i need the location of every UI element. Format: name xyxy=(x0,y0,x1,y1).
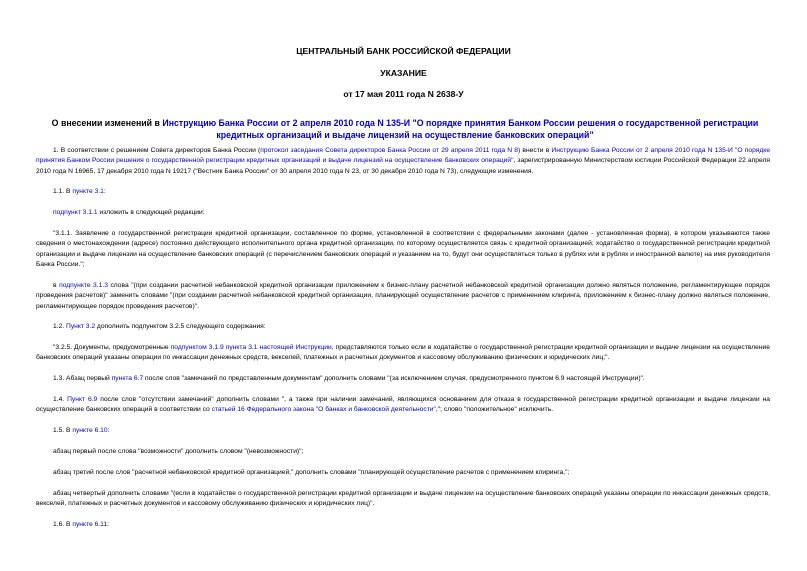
p8-text-b: после слов "замечаний по представленным документам" дополнить словами "(за исключением случая, предусмотренного пунктом 6.9 настоящей Инструкции)". xyxy=(143,375,645,382)
paragraph-3-1-1-text: "3.1.1. Заявление о государственной регистрации кредитной организации, составленное по форме, установленной в соответствии с федеральными законами (далее - установленная форма), в котором указываются также сведения о местонахождении (адресе) постоянно действующего исполнительного органа кредитной организации, по которому осуществляется связь с кредитной организацией; ходатайство о государственной регистрации кредитной организации и выдаче лицензии на осуществление банковских операций (с перечислением банковских операций и указанием на то, будут они осуществляться только в рублях или в рублях и иностранной валюте) на имя руководителя Банка России."; xyxy=(36,230,770,269)
p10-text-a: 1.5. В xyxy=(53,427,73,434)
header-org: ЦЕНТРАЛЬНЫЙ БАНК РОССИЙСКОЙ ФЕДЕРАЦИИ xyxy=(296,46,511,56)
subpoint-3-1-1-link[interactable]: подпункт 3.1.1 xyxy=(53,209,98,216)
p9-text-a: 1.4. xyxy=(53,396,68,403)
document-title xyxy=(44,117,766,141)
subpoint-3-1-9-link[interactable]: подпунктом 3.1.9 пункта 3.1 настоящей Инструкции xyxy=(170,344,332,351)
paragraph-1-3 xyxy=(36,374,770,384)
paragraph-1-6 xyxy=(36,520,770,530)
paragraph-subpoint-3-1-1 xyxy=(36,208,770,218)
p1-text-c: , зарегистрированную Министерством юстиции Российской Федерации 22 апреля 2010 года N 16965, 17 декабря 2010 года N 19217 ("Вестник Банка России" от 30 апреля 2010 года N 23, от 30 декабря 2010 года N 73), следующие изменения. xyxy=(36,157,770,175)
p14-text-b: : xyxy=(107,521,109,528)
paragraph-abzac-1: абзац первый после слова "возможности" дополнить словом "(невозможности)"; xyxy=(53,448,304,455)
p6-text-a: 1.2. xyxy=(53,323,67,330)
paragraph-3-2-5 xyxy=(36,343,770,364)
header-date: от 17 мая 2011 года N 2638-У xyxy=(343,89,464,99)
p7-text-a: "3.2.5. Документы, предусмотренные xyxy=(53,344,171,351)
point-3-2-link[interactable]: Пункт 3.2 xyxy=(66,323,96,330)
paragraph-subpoint-3-1-3 xyxy=(36,281,770,312)
p1-text-a: 1. В соответствии с решением Совета директоров Банка России ( xyxy=(53,147,261,154)
paragraph-abzac-4: абзац четвертый дополнить словами "(если в ходатайстве о государственной регистрации кредитной организации и выдаче лицензии на осуществление банковских операций указаны операции по инкассации денежных средств, векселей, платежных и расчетных документов и кассовому обслуживанию физических и юридических лиц)". xyxy=(36,490,770,508)
point-6-9-link[interactable]: Пункт 6.9 xyxy=(67,396,98,403)
point-6-11-link[interactable]: пункте 6.11 xyxy=(72,521,108,528)
point-6-10-link[interactable]: пункте 6.10 xyxy=(72,427,108,434)
p5-text-a: в xyxy=(53,282,60,289)
p14-text-a: 1.6. В xyxy=(53,521,73,528)
title-prefix: О внесении изменений в xyxy=(51,118,163,128)
p10-text-b: : xyxy=(107,427,110,434)
p7-text-b: , представляются только если в ходатайстве о государственной регистрации кредитной организации и выдаче лицензии на осуществление банковских операций указаны операции по инкассации денежных средств, векселей, платежных и расчетных документов и кассовому обслуживанию физических и юридических лиц;". xyxy=(36,344,770,362)
p2-text-a: 1.1. В xyxy=(53,188,73,195)
point-6-7-link[interactable]: пункта 6.7 xyxy=(111,375,144,382)
p3-text-b: изложить в следующей редакции: xyxy=(97,209,205,216)
p2-text-b: : xyxy=(103,188,106,195)
paragraph-abzac-3: абзац третий после слов "расчетной небанковской кредитной организацией," дополнить словами "планирующей осуществление расчетов с применением клиринга,"; xyxy=(53,469,570,476)
point-3-1-link[interactable]: пункте 3.1 xyxy=(72,188,104,195)
p6-text-b: дополнить подпунктом 3.2.5 следующего содержания: xyxy=(95,323,266,330)
subpoint-3-1-3-link[interactable]: подпункте 3.1.3 xyxy=(59,282,108,289)
p9-text-b: после слов "отсутствии замечаний" дополнить словами ", а также при наличии замечаний, являющихся основанием для отказа в государственной регистрации кредитной организации и выдаче лицензии на осуществление банковских операций в соответствии со xyxy=(36,396,770,414)
title-instruction-link[interactable]: Инструкцию Банка России от 2 апреля 2010 года N 135-И "О порядке принятия Банком России решения о государственной регистрации кредитных организаций и выдаче лицензий на осуществление банковских операций" xyxy=(162,118,759,140)
paragraph-1-5 xyxy=(36,426,770,436)
header-doctype: УКАЗАНИЕ xyxy=(380,68,427,78)
p9-text-c: ,"; слово "положительное" исключить. xyxy=(435,406,554,414)
paragraph-1-1 xyxy=(36,187,770,197)
paragraph-1-4 xyxy=(36,395,770,416)
p1-text-b: ) внести в xyxy=(518,147,552,154)
article-16-law-link[interactable]: статьей 16 Федерального закона "О банках и банковской деятельности" xyxy=(211,406,436,414)
paragraph-1-2 xyxy=(36,322,770,332)
p5-text-b: слова "(при создании расчетной небанковской кредитной организации приложением к бизнес-плану расчетной небанковской кредитной организации должно являться положение, регламентирующее порядок проведения расчетов)" заменить словами "(при создании расчетной небанковской кредитной организации, планирующей осуществление расчетов с применением клиринга, приложением к бизнес-плану должно являться положение, регламентирующее порядок проведения расчетов)". xyxy=(36,282,770,310)
p8-text-a: 1.3. Абзац первый xyxy=(53,375,112,382)
protocol-link[interactable]: протокол заседания Совета директоров Банка России от 29 апреля 2011 года N 8 xyxy=(260,147,519,154)
paragraph-1 xyxy=(36,146,770,177)
instruction-link[interactable]: Инструкцию Банка России от 2 апреля 2010 года N 135-И "О порядке принятия Банком России решения о государственной регистрации кредитных организаций и выдаче лицензий на осуществление банковских операций" xyxy=(36,147,770,165)
